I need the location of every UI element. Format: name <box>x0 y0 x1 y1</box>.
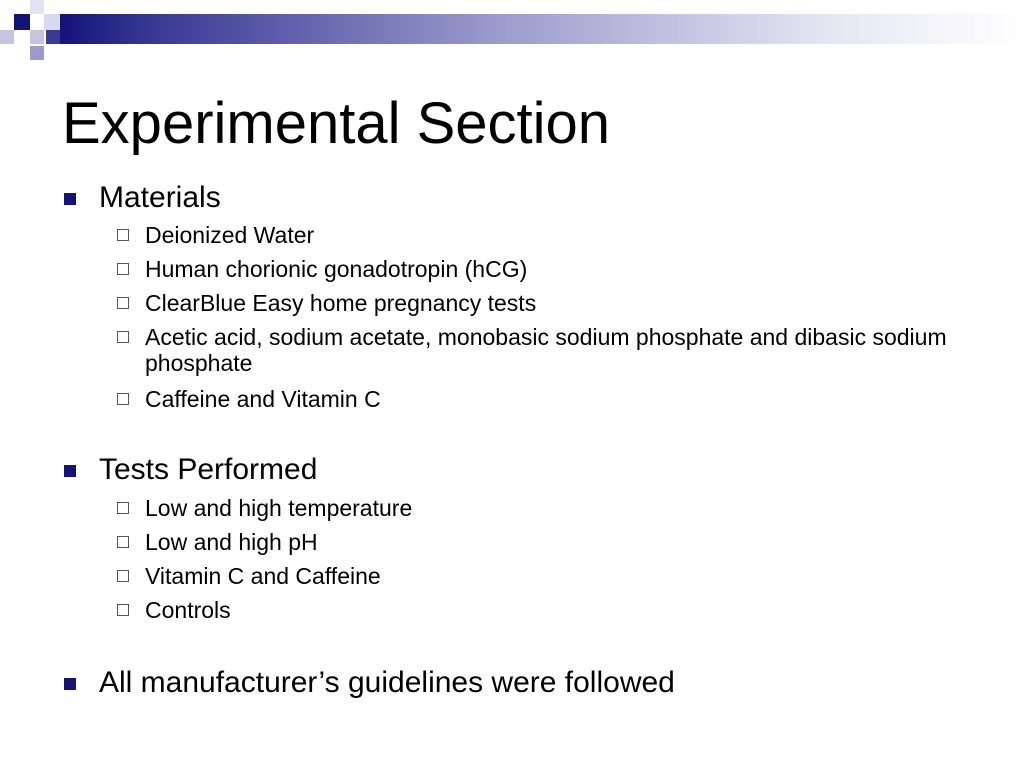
hollow-square-bullet-icon <box>117 393 129 405</box>
list-item <box>117 256 957 282</box>
list-item <box>117 290 957 316</box>
decor-square <box>44 14 60 30</box>
section-heading: All manufacturer’s guidelines were followed <box>99 666 675 699</box>
square-bullet-icon <box>64 193 76 205</box>
square-bullet-icon <box>64 465 76 477</box>
list-item <box>117 597 957 623</box>
decor-square <box>46 30 60 44</box>
hollow-square-bullet-icon <box>117 502 129 514</box>
hollow-square-bullet-icon <box>117 229 129 241</box>
decor-square <box>30 46 44 60</box>
header-banner <box>0 0 1024 62</box>
square-bullet-icon <box>64 678 76 690</box>
hollow-square-bullet-icon <box>117 570 129 582</box>
list-item-text: Controls <box>145 597 231 623</box>
list-item <box>117 386 957 412</box>
list-item <box>117 529 957 555</box>
list-item-text: Human chorionic gonadotropin (hCG) <box>145 256 528 282</box>
decor-square <box>30 30 44 44</box>
list-item <box>117 324 957 376</box>
slide-title: Experimental Section <box>62 91 611 156</box>
list-item <box>117 563 957 589</box>
hollow-square-bullet-icon <box>117 263 129 275</box>
list-item-text: Low and high temperature <box>145 495 413 521</box>
section-heading: Materials <box>99 181 221 214</box>
hollow-square-bullet-icon <box>117 297 129 309</box>
gradient-bar <box>60 14 1024 44</box>
list-item-text: Deionized Water <box>145 222 315 248</box>
decor-square <box>14 14 30 30</box>
list-item-text: Low and high pH <box>145 529 318 555</box>
list-item-text: Acetic acid, sodium acetate, monobasic sodium phosphate and dibasic sodium phosphate <box>145 324 947 376</box>
list-item-text: Caffeine and Vitamin C <box>145 386 381 412</box>
list-item <box>117 495 957 521</box>
section-heading: Tests Performed <box>99 453 318 486</box>
decor-square <box>30 0 44 14</box>
list-item-text: ClearBlue Easy home pregnancy tests <box>145 290 537 316</box>
list-item-text: Vitamin C and Caffeine <box>145 563 381 589</box>
decor-square <box>0 30 14 44</box>
list-item <box>117 222 957 248</box>
hollow-square-bullet-icon <box>117 536 129 548</box>
hollow-square-bullet-icon <box>117 331 129 343</box>
hollow-square-bullet-icon <box>117 604 129 616</box>
